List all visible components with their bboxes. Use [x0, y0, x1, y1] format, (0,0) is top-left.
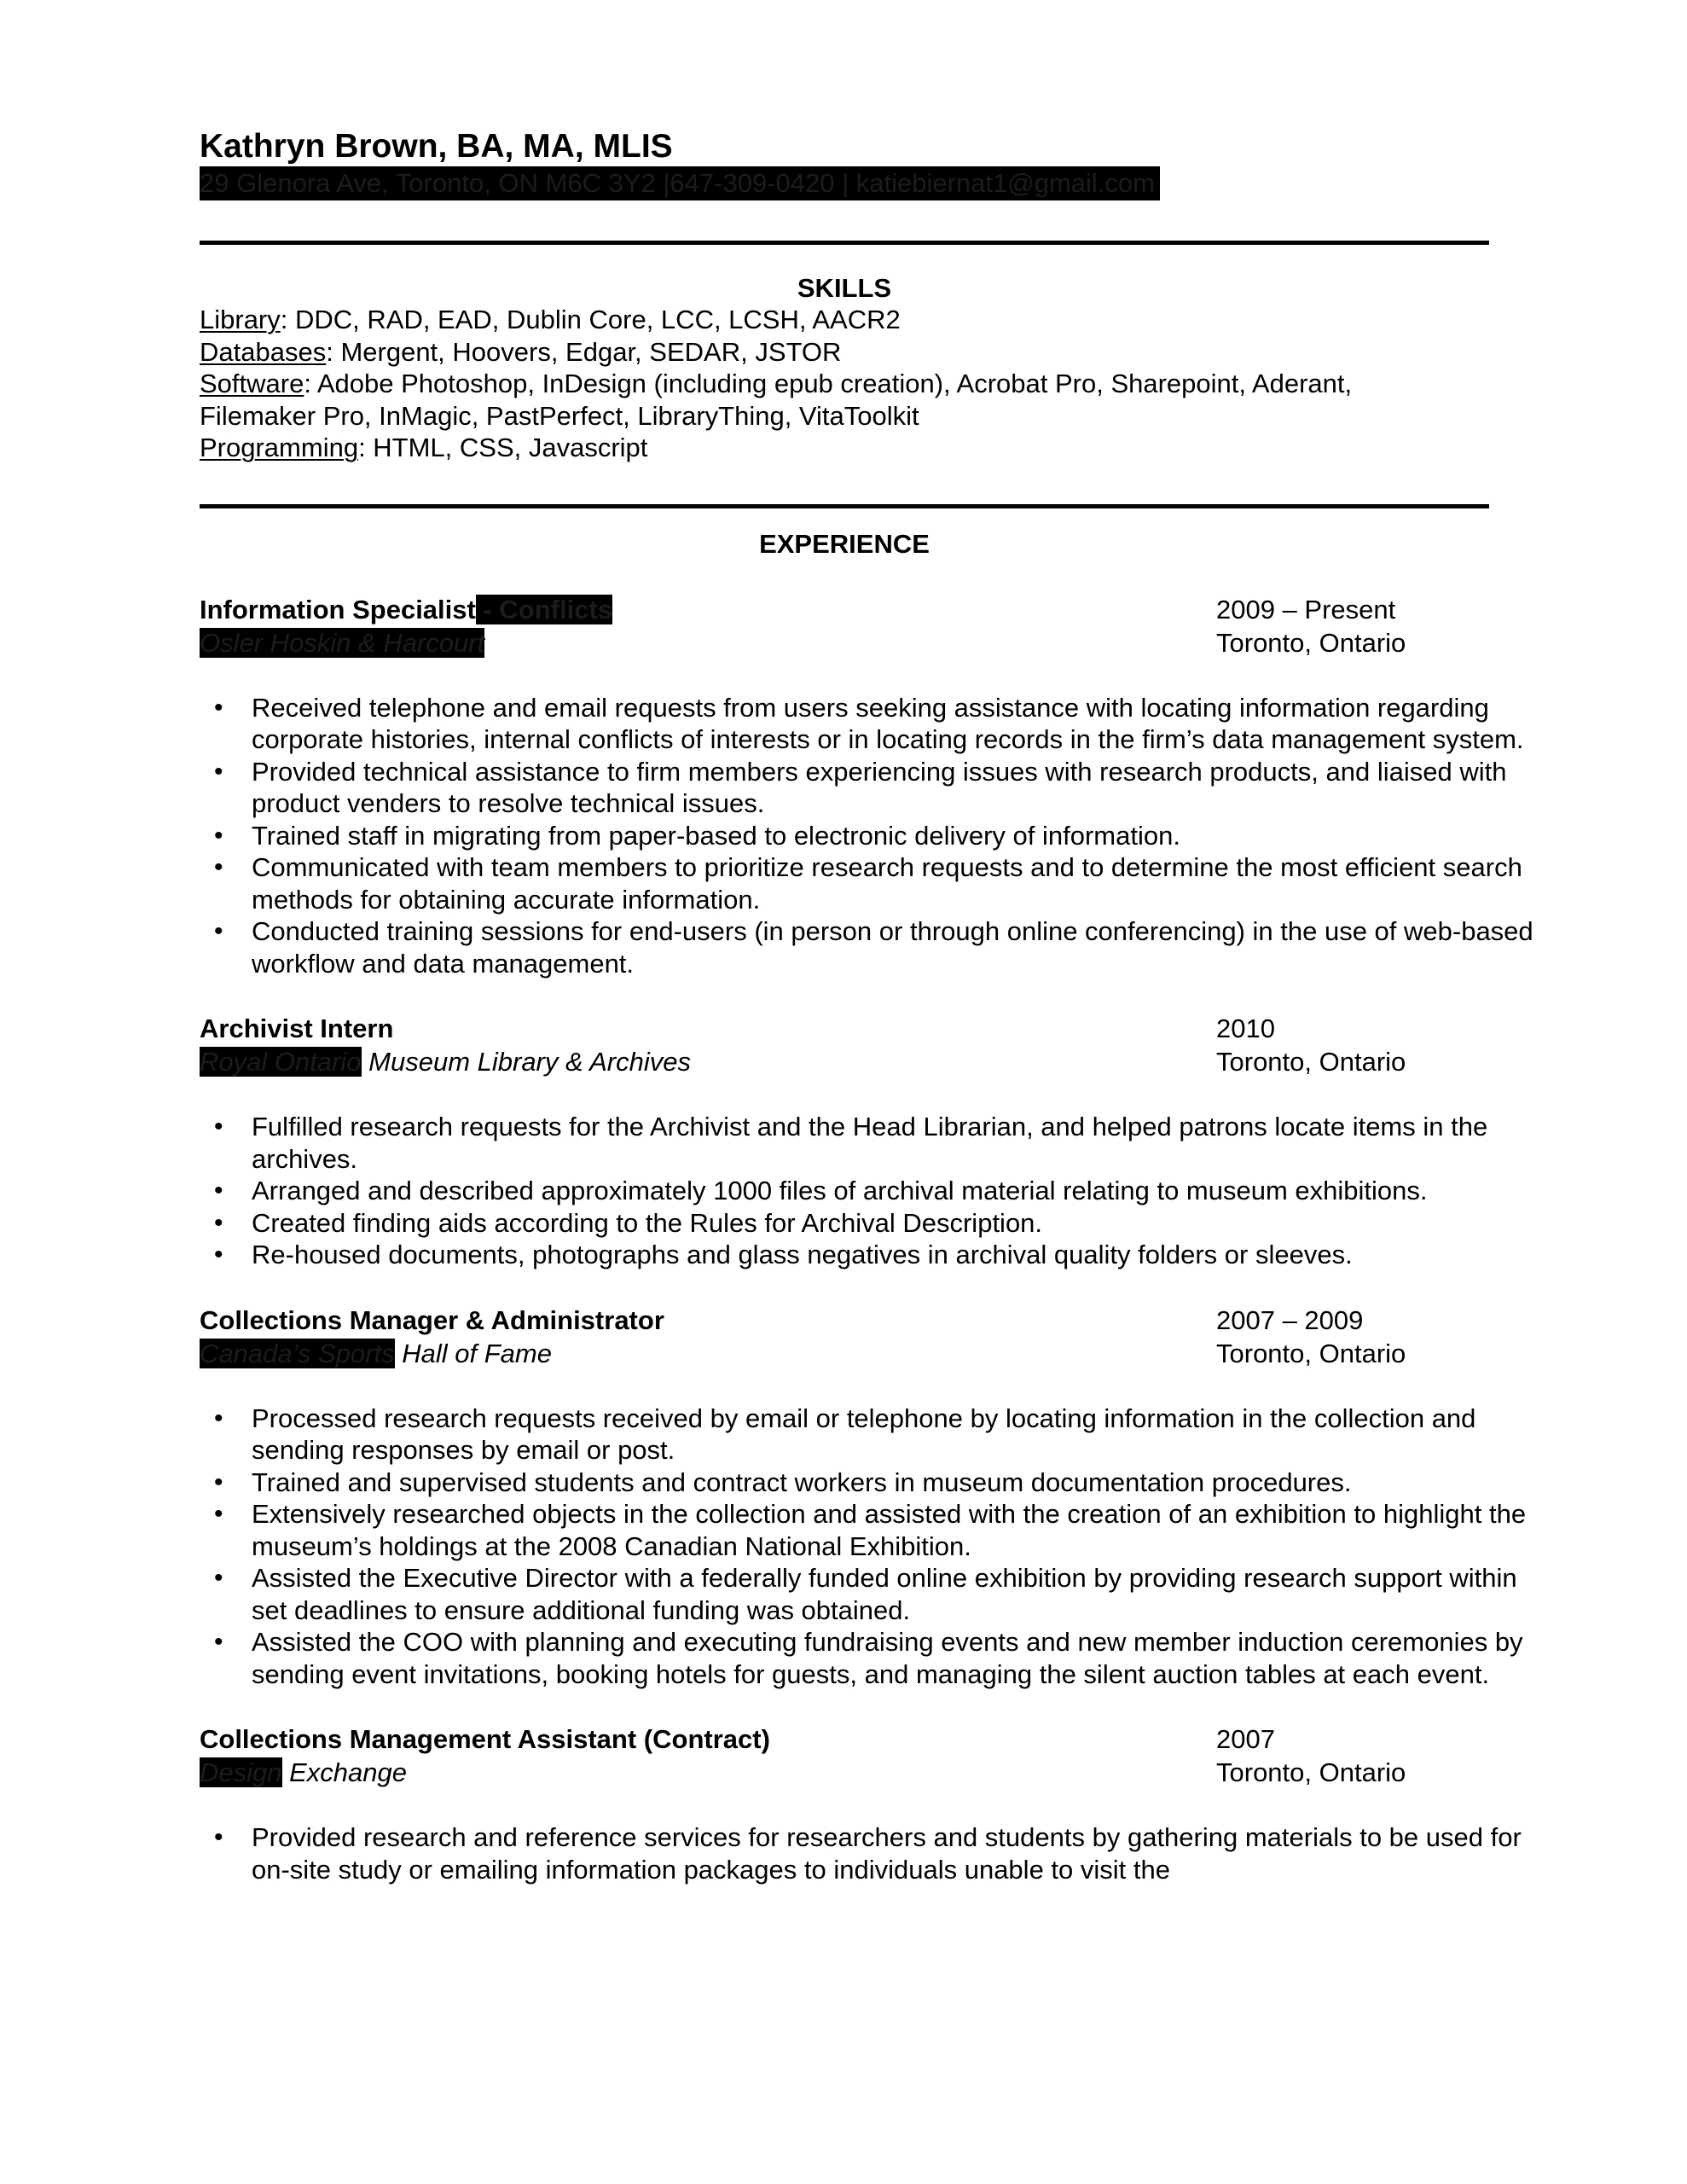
job-org-row	[200, 1756, 1489, 1789]
job-duties	[200, 692, 1533, 980]
skill-text: : Mergent, Hoovers, Edgar, SEDAR, JSTOR	[326, 336, 842, 367]
job-dates: 2009 – Present	[1216, 594, 1396, 624]
skill-text: : DDC, RAD, EAD, Dublin Core, LCC, LCSH, AACR2	[280, 305, 901, 334]
list-item: • Assisted the Executive Director with a federally funded online exhibition by providing research support within set deadlines to ensure additional funding was obtained.	[200, 1562, 1548, 1626]
job-title: Collections Management Assistant (Contract)	[200, 1724, 770, 1754]
list-item: • Extensively researched objects in the collection and assisted with the creation of an exhibition to highlight the museum’s holdings at the 2008 Canadian National Exhibition.	[200, 1498, 1548, 1562]
contact-info-redacted: 29 Glenora Ave, Toronto, ON M6C 3Y2 |647-309-0420 | katiebiernat1@gmail.com	[200, 166, 1160, 200]
skill-line	[200, 336, 1489, 369]
skill-line	[200, 432, 1489, 464]
skill-line	[200, 400, 1489, 433]
job-dates: 2010	[1216, 1014, 1275, 1043]
skills-list	[200, 304, 1489, 464]
list-item: • Re-housed documents, photographs and glass negatives in archival quality folders or sleeves.	[200, 1239, 1548, 1271]
divider-rule	[200, 504, 1489, 508]
job-org-redacted: Royal Ontario	[200, 1047, 362, 1077]
job-org-redacted: Osler Hoskin & Harcourt	[200, 627, 485, 658]
list-item: • Provided technical assistance to firm members experiencing issues with research products, and liaised with product venders to resolve technical issues.	[200, 756, 1548, 820]
job-dates: 2007 – 2009	[1216, 1304, 1364, 1335]
resume-content	[200, 128, 1533, 1885]
skill-text: Filemaker Pro, InMagic, PastPerfect, LibraryThing, VitaToolkit	[200, 400, 919, 431]
job-org-row	[200, 626, 1489, 659]
divider-rule	[200, 241, 1489, 245]
job-duties	[200, 1821, 1522, 1885]
skill-label: Software	[200, 369, 304, 398]
skill-line	[200, 304, 1489, 336]
list-item: • Assisted the COO with planning and executing fundraising events and new member induction ceremonies by sending event invitations, booking hotels for guests, and managing the silent auction tables at each event.	[200, 1626, 1548, 1690]
list-item: • Trained and supervised students and contract workers in museum documentation procedures.	[200, 1467, 1548, 1499]
job-entry	[200, 1012, 1489, 1271]
job-dates: 2007	[1216, 1724, 1275, 1754]
applicant-name: Kathryn Brown, BA, MA, MLIS	[200, 128, 673, 165]
job-entry	[200, 1722, 1522, 1885]
list-item: • Communicated with team members to prioritize research requests and to determine the most efficient search methods for obtaining accurate information.	[200, 851, 1548, 915]
job-title: Archivist Intern	[200, 1014, 394, 1043]
skill-text: : HTML, CSS, Javascript	[358, 433, 648, 462]
job-org-redacted: Canada’s Sports	[200, 1338, 395, 1368]
job-location: Toronto, Ontario	[1216, 1047, 1406, 1077]
job-org: Exchange	[281, 1757, 407, 1787]
list-item: • Provided research and reference services for researchers and students by gathering materials to be used for on-site study or emailing information packages to individuals unable to visit the	[200, 1821, 1548, 1885]
list-item: • Arranged and described approximately 1000 files of archival material relating to museum exhibitions.	[200, 1175, 1548, 1207]
job-org-row	[200, 1045, 1489, 1078]
list-item: • Received telephone and email requests from users seeking assistance with locating information regarding corporate histories, internal conflicts of interests or in locating records in the firm’s data management system.	[200, 692, 1548, 756]
job-org: Museum Library & Archives	[361, 1047, 692, 1077]
job-duties	[200, 1403, 1527, 1691]
list-item: • Trained staff in migrating from paper-based to electronic delivery of information.	[200, 820, 1548, 852]
experience-section	[200, 528, 1533, 1886]
skill-text: : Adobe Photoshop, InDesign (including epub creation), Acrobat Pro, Sharepoint, Aderant,	[304, 369, 1353, 398]
list-item: • Conducted training sessions for end-users (in person or through online conferencing) in the use of web-based workflow and data management.	[200, 915, 1548, 979]
skill-label: Programming	[200, 433, 359, 462]
job-org-redacted: Design	[200, 1757, 282, 1787]
job-title: Information Specialist	[200, 594, 476, 624]
job-duties	[200, 1111, 1489, 1271]
job-location: Toronto, Ontario	[1216, 1757, 1406, 1787]
skill-label: Databases	[200, 336, 327, 367]
job-title: Collections Manager & Administrator	[200, 1304, 664, 1335]
skill-line	[200, 368, 1489, 400]
skill-label: Library	[200, 305, 281, 334]
job-entry	[200, 593, 1533, 980]
job-title-redacted: - Conflicts	[475, 594, 613, 624]
job-entry	[200, 1304, 1527, 1691]
job-title-row	[200, 1304, 1489, 1337]
job-location: Toronto, Ontario	[1216, 627, 1406, 658]
job-title-row	[200, 593, 1489, 626]
list-item: • Processed research requests received by email or telephone by locating information in the collection and sending responses by email or post.	[200, 1403, 1548, 1467]
skills-heading: SKILLS	[797, 273, 892, 303]
skills-section	[200, 272, 1489, 464]
job-org: Hall of Fame	[394, 1338, 552, 1368]
job-location: Toronto, Ontario	[1216, 1338, 1406, 1368]
list-item: • Fulfilled research requests for the Archivist and the Head Librarian, and helped patrons locate items in the archives.	[200, 1111, 1548, 1175]
experience-heading: EXPERIENCE	[759, 528, 930, 559]
list-item: • Created finding aids according to the Rules for Archival Description.	[200, 1207, 1548, 1240]
job-title-row	[200, 1722, 1489, 1756]
job-title-row	[200, 1012, 1489, 1045]
job-org-row	[200, 1337, 1489, 1370]
